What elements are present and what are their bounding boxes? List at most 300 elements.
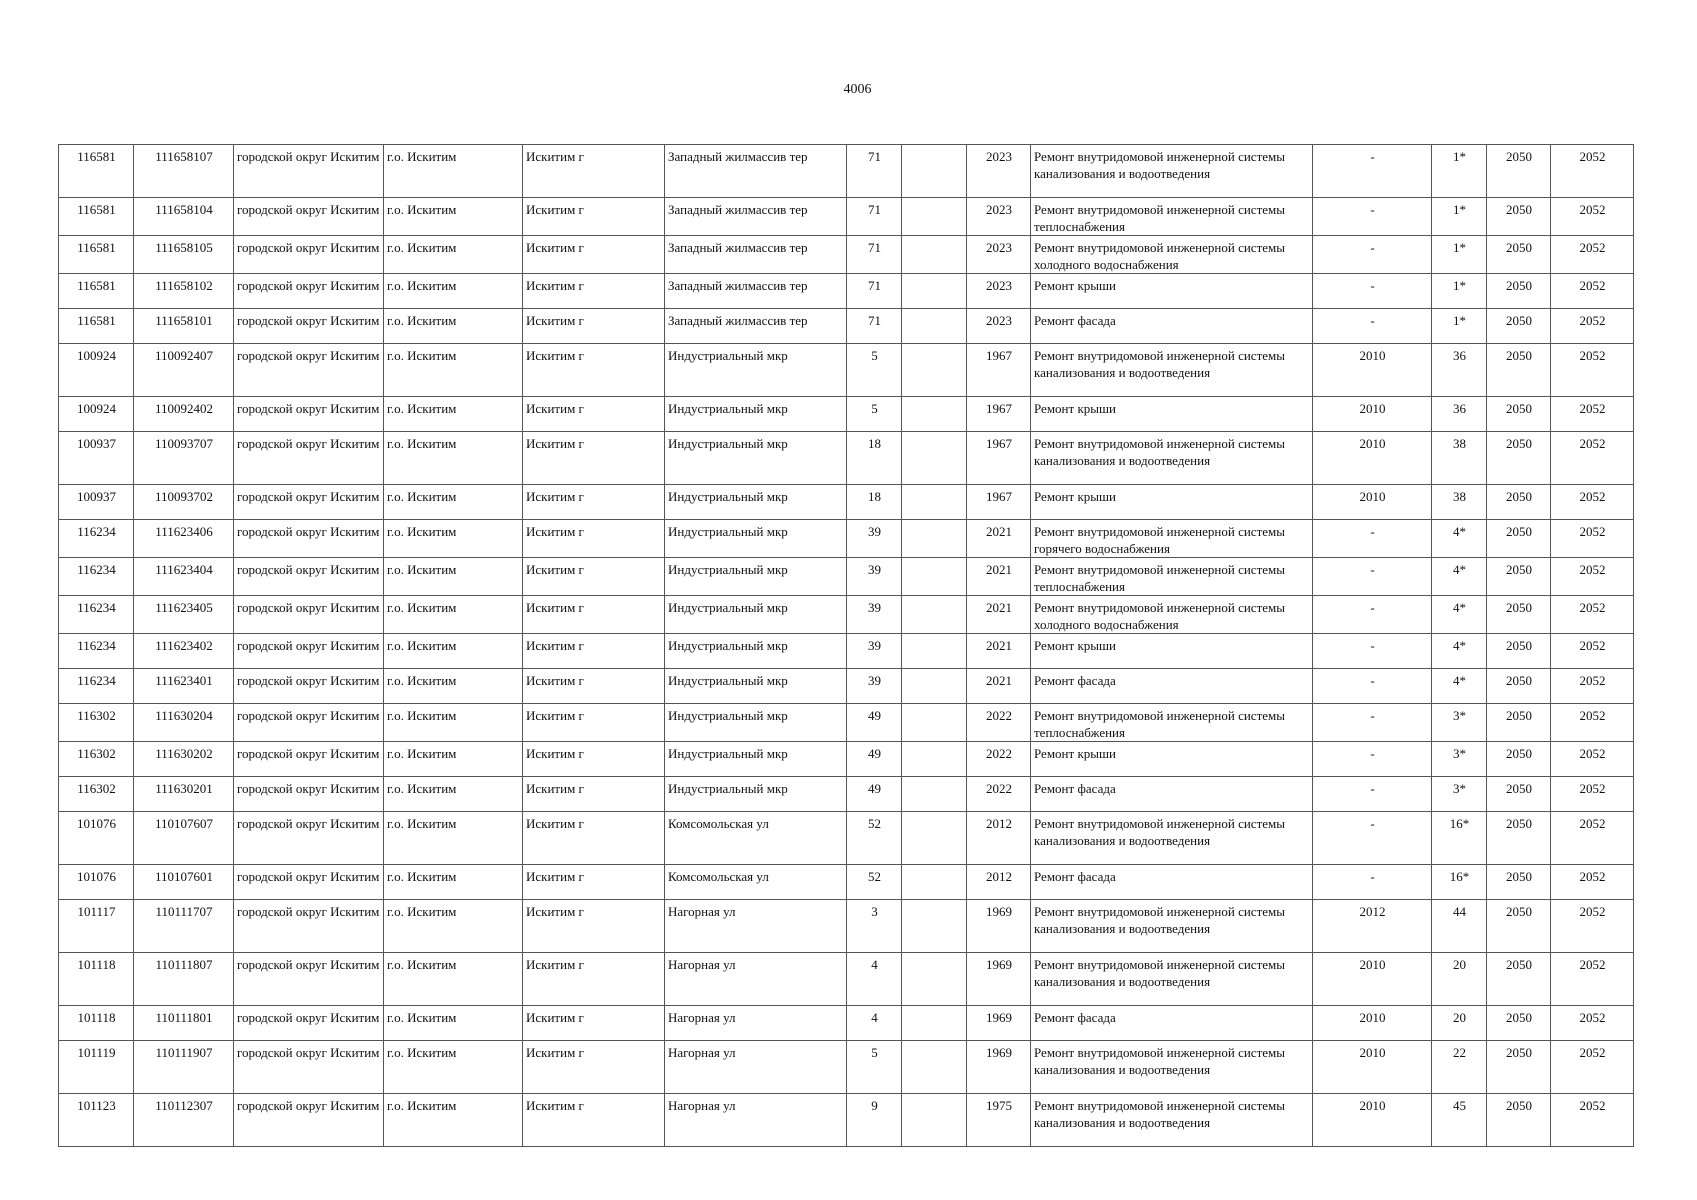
planned-start-year-cell: 2050 xyxy=(1487,1094,1551,1147)
element-code-cell: 110092407 xyxy=(134,344,234,397)
district-cell: городской округ Искитим xyxy=(234,485,384,520)
element-code-cell: 111658105 xyxy=(134,236,234,274)
house-number-cell: 5 xyxy=(847,397,902,432)
planned-start-year-cell: 2050 xyxy=(1487,558,1551,596)
wear-percent-cell: 22 xyxy=(1432,1041,1487,1094)
street-cell: Индустриальный мкр xyxy=(665,669,847,704)
last-repair-year-cell: 2010 xyxy=(1313,485,1432,520)
house-number-cell: 71 xyxy=(847,236,902,274)
planned-end-year-cell: 2052 xyxy=(1551,1006,1634,1041)
district-cell: городской округ Искитим xyxy=(234,865,384,900)
planned-end-year-cell: 2052 xyxy=(1551,777,1634,812)
work-type-cell: Ремонт внутридомовой инженерной системы теплоснабжения xyxy=(1031,198,1313,236)
wear-percent-cell: 44 xyxy=(1432,900,1487,953)
element-code-cell: 111658101 xyxy=(134,309,234,344)
district-cell: городской округ Искитим xyxy=(234,1041,384,1094)
wear-percent-cell: 1* xyxy=(1432,198,1487,236)
table-body xyxy=(59,145,1634,1147)
municipality-cell: г.о. Искитим xyxy=(384,742,523,777)
municipality-cell: г.о. Искитим xyxy=(384,669,523,704)
year-built-cell: 2023 xyxy=(967,236,1031,274)
municipality-cell: г.о. Искитим xyxy=(384,634,523,669)
wear-percent-cell: 16* xyxy=(1432,865,1487,900)
planned-end-year-cell: 2052 xyxy=(1551,236,1634,274)
settlement-cell: Искитим г xyxy=(523,742,665,777)
district-cell: городской округ Искитим xyxy=(234,704,384,742)
planned-start-year-cell: 2050 xyxy=(1487,236,1551,274)
street-cell: Индустриальный мкр xyxy=(665,596,847,634)
year-built-cell: 2022 xyxy=(967,777,1031,812)
table-row xyxy=(59,344,1634,397)
planned-end-year-cell: 2052 xyxy=(1551,953,1634,1006)
table-row xyxy=(59,865,1634,900)
municipality-cell: г.о. Искитим xyxy=(384,520,523,558)
district-cell: городской округ Искитим xyxy=(234,236,384,274)
district-cell: городской округ Искитим xyxy=(234,344,384,397)
last-repair-year-cell: 2010 xyxy=(1313,1041,1432,1094)
building-letter-cell xyxy=(902,812,967,865)
last-repair-year-cell: - xyxy=(1313,520,1432,558)
street-cell: Западный жилмассив тер xyxy=(665,309,847,344)
settlement-cell: Искитим г xyxy=(523,236,665,274)
planned-end-year-cell: 2052 xyxy=(1551,344,1634,397)
table-row xyxy=(59,704,1634,742)
wear-percent-cell: 4* xyxy=(1432,520,1487,558)
district-cell: городской округ Искитим xyxy=(234,198,384,236)
element-code-cell: 110111807 xyxy=(134,953,234,1006)
table-row xyxy=(59,274,1634,309)
last-repair-year-cell: - xyxy=(1313,558,1432,596)
element-code-cell: 111630201 xyxy=(134,777,234,812)
street-cell: Западный жилмассив тер xyxy=(665,236,847,274)
house-id-cell: 116302 xyxy=(59,704,134,742)
building-letter-cell xyxy=(902,742,967,777)
street-cell: Индустриальный мкр xyxy=(665,397,847,432)
planned-end-year-cell: 2052 xyxy=(1551,596,1634,634)
district-cell: городской округ Искитим xyxy=(234,812,384,865)
planned-start-year-cell: 2050 xyxy=(1487,432,1551,485)
last-repair-year-cell: 2010 xyxy=(1313,953,1432,1006)
work-type-cell: Ремонт внутридомовой инженерной системы канализования и водоотведения xyxy=(1031,145,1313,198)
house-number-cell: 4 xyxy=(847,953,902,1006)
year-built-cell: 2021 xyxy=(967,558,1031,596)
planned-end-year-cell: 2052 xyxy=(1551,485,1634,520)
planned-start-year-cell: 2050 xyxy=(1487,596,1551,634)
district-cell: городской округ Искитим xyxy=(234,274,384,309)
planned-start-year-cell: 2050 xyxy=(1487,1006,1551,1041)
municipality-cell: г.о. Искитим xyxy=(384,198,523,236)
last-repair-year-cell: - xyxy=(1313,777,1432,812)
house-number-cell: 52 xyxy=(847,865,902,900)
district-cell: городской округ Искитим xyxy=(234,777,384,812)
house-id-cell: 116234 xyxy=(59,669,134,704)
house-id-cell: 116234 xyxy=(59,634,134,669)
building-letter-cell xyxy=(902,1006,967,1041)
planned-start-year-cell: 2050 xyxy=(1487,634,1551,669)
last-repair-year-cell: 2010 xyxy=(1313,344,1432,397)
last-repair-year-cell: - xyxy=(1313,669,1432,704)
house-number-cell: 18 xyxy=(847,432,902,485)
settlement-cell: Искитим г xyxy=(523,397,665,432)
work-type-cell: Ремонт внутридомовой инженерной системы канализования и водоотведения xyxy=(1031,432,1313,485)
municipality-cell: г.о. Искитим xyxy=(384,704,523,742)
table-row xyxy=(59,520,1634,558)
table-row xyxy=(59,236,1634,274)
year-built-cell: 2023 xyxy=(967,198,1031,236)
last-repair-year-cell: - xyxy=(1313,274,1432,309)
district-cell: городской округ Искитим xyxy=(234,953,384,1006)
house-id-cell: 100924 xyxy=(59,397,134,432)
planned-start-year-cell: 2050 xyxy=(1487,520,1551,558)
planned-end-year-cell: 2052 xyxy=(1551,558,1634,596)
planned-end-year-cell: 2052 xyxy=(1551,634,1634,669)
year-built-cell: 1969 xyxy=(967,1006,1031,1041)
table-row xyxy=(59,309,1634,344)
planned-end-year-cell: 2052 xyxy=(1551,742,1634,777)
house-id-cell: 116581 xyxy=(59,198,134,236)
house-number-cell: 3 xyxy=(847,900,902,953)
last-repair-year-cell: - xyxy=(1313,596,1432,634)
last-repair-year-cell: - xyxy=(1313,309,1432,344)
wear-percent-cell: 3* xyxy=(1432,704,1487,742)
district-cell: городской округ Искитим xyxy=(234,520,384,558)
municipality-cell: г.о. Искитим xyxy=(384,1006,523,1041)
wear-percent-cell: 4* xyxy=(1432,558,1487,596)
table-row xyxy=(59,1006,1634,1041)
element-code-cell: 111630202 xyxy=(134,742,234,777)
district-cell: городской округ Искитим xyxy=(234,558,384,596)
building-letter-cell xyxy=(902,198,967,236)
municipality-cell: г.о. Искитим xyxy=(384,953,523,1006)
year-built-cell: 2021 xyxy=(967,634,1031,669)
last-repair-year-cell: - xyxy=(1313,865,1432,900)
wear-percent-cell: 36 xyxy=(1432,344,1487,397)
municipality-cell: г.о. Искитим xyxy=(384,145,523,198)
year-built-cell: 1967 xyxy=(967,485,1031,520)
street-cell: Нагорная ул xyxy=(665,1094,847,1147)
wear-percent-cell: 4* xyxy=(1432,669,1487,704)
planned-end-year-cell: 2052 xyxy=(1551,704,1634,742)
table-row xyxy=(59,485,1634,520)
last-repair-year-cell: 2012 xyxy=(1313,900,1432,953)
work-type-cell: Ремонт внутридомовой инженерной системы канализования и водоотведения xyxy=(1031,1041,1313,1094)
house-number-cell: 52 xyxy=(847,812,902,865)
house-number-cell: 49 xyxy=(847,704,902,742)
wear-percent-cell: 4* xyxy=(1432,634,1487,669)
house-id-cell: 116302 xyxy=(59,777,134,812)
table-row xyxy=(59,596,1634,634)
work-type-cell: Ремонт внутридомовой инженерной системы теплоснабжения xyxy=(1031,704,1313,742)
district-cell: городской округ Искитим xyxy=(234,397,384,432)
house-number-cell: 71 xyxy=(847,198,902,236)
house-id-cell: 101119 xyxy=(59,1041,134,1094)
house-number-cell: 49 xyxy=(847,777,902,812)
building-letter-cell xyxy=(902,520,967,558)
district-cell: городской округ Искитим xyxy=(234,432,384,485)
year-built-cell: 2012 xyxy=(967,865,1031,900)
wear-percent-cell: 38 xyxy=(1432,485,1487,520)
wear-percent-cell: 16* xyxy=(1432,812,1487,865)
last-repair-year-cell: - xyxy=(1313,634,1432,669)
year-built-cell: 1969 xyxy=(967,900,1031,953)
wear-percent-cell: 38 xyxy=(1432,432,1487,485)
street-cell: Индустриальный мкр xyxy=(665,742,847,777)
work-type-cell: Ремонт крыши xyxy=(1031,397,1313,432)
last-repair-year-cell: - xyxy=(1313,742,1432,777)
street-cell: Индустриальный мкр xyxy=(665,520,847,558)
planned-end-year-cell: 2052 xyxy=(1551,865,1634,900)
year-built-cell: 1967 xyxy=(967,397,1031,432)
settlement-cell: Искитим г xyxy=(523,1006,665,1041)
house-number-cell: 39 xyxy=(847,558,902,596)
planned-end-year-cell: 2052 xyxy=(1551,397,1634,432)
building-letter-cell xyxy=(902,704,967,742)
street-cell: Индустриальный мкр xyxy=(665,704,847,742)
district-cell: городской округ Искитим xyxy=(234,634,384,669)
building-letter-cell xyxy=(902,344,967,397)
year-built-cell: 2022 xyxy=(967,742,1031,777)
element-code-cell: 110107601 xyxy=(134,865,234,900)
house-id-cell: 116234 xyxy=(59,520,134,558)
year-built-cell: 1969 xyxy=(967,953,1031,1006)
house-id-cell: 116581 xyxy=(59,309,134,344)
wear-percent-cell: 1* xyxy=(1432,236,1487,274)
planned-start-year-cell: 2050 xyxy=(1487,669,1551,704)
municipality-cell: г.о. Искитим xyxy=(384,1041,523,1094)
house-id-cell: 100937 xyxy=(59,432,134,485)
planned-end-year-cell: 2052 xyxy=(1551,274,1634,309)
street-cell: Индустриальный мкр xyxy=(665,558,847,596)
building-letter-cell xyxy=(902,596,967,634)
element-code-cell: 110111907 xyxy=(134,1041,234,1094)
building-letter-cell xyxy=(902,236,967,274)
settlement-cell: Искитим г xyxy=(523,309,665,344)
planned-end-year-cell: 2052 xyxy=(1551,900,1634,953)
year-built-cell: 2021 xyxy=(967,669,1031,704)
work-type-cell: Ремонт внутридомовой инженерной системы канализования и водоотведения xyxy=(1031,812,1313,865)
street-cell: Индустриальный мкр xyxy=(665,634,847,669)
house-number-cell: 39 xyxy=(847,596,902,634)
municipality-cell: г.о. Искитим xyxy=(384,236,523,274)
house-id-cell: 101117 xyxy=(59,900,134,953)
element-code-cell: 111630204 xyxy=(134,704,234,742)
street-cell: Западный жилмассив тер xyxy=(665,274,847,309)
element-code-cell: 111623401 xyxy=(134,669,234,704)
element-code-cell: 111658104 xyxy=(134,198,234,236)
wear-percent-cell: 20 xyxy=(1432,1006,1487,1041)
building-letter-cell xyxy=(902,309,967,344)
house-id-cell: 101123 xyxy=(59,1094,134,1147)
table-row xyxy=(59,198,1634,236)
table-row xyxy=(59,634,1634,669)
wear-percent-cell: 1* xyxy=(1432,309,1487,344)
planned-start-year-cell: 2050 xyxy=(1487,344,1551,397)
year-built-cell: 1975 xyxy=(967,1094,1031,1147)
planned-start-year-cell: 2050 xyxy=(1487,485,1551,520)
house-id-cell: 100937 xyxy=(59,485,134,520)
house-number-cell: 5 xyxy=(847,344,902,397)
municipality-cell: г.о. Искитим xyxy=(384,812,523,865)
settlement-cell: Искитим г xyxy=(523,485,665,520)
element-code-cell: 111623405 xyxy=(134,596,234,634)
last-repair-year-cell: - xyxy=(1313,812,1432,865)
wear-percent-cell: 45 xyxy=(1432,1094,1487,1147)
street-cell: Западный жилмассив тер xyxy=(665,145,847,198)
last-repair-year-cell: 2010 xyxy=(1313,1006,1432,1041)
house-number-cell: 4 xyxy=(847,1006,902,1041)
table-row xyxy=(59,953,1634,1006)
planned-start-year-cell: 2050 xyxy=(1487,777,1551,812)
wear-percent-cell: 1* xyxy=(1432,145,1487,198)
district-cell: городской округ Искитим xyxy=(234,596,384,634)
district-cell: городской округ Искитим xyxy=(234,900,384,953)
page-number: 4006 xyxy=(843,82,872,97)
settlement-cell: Искитим г xyxy=(523,558,665,596)
settlement-cell: Искитим г xyxy=(523,1041,665,1094)
year-built-cell: 2012 xyxy=(967,812,1031,865)
wear-percent-cell: 1* xyxy=(1432,274,1487,309)
work-type-cell: Ремонт внутридомовой инженерной системы холодного водоснабжения xyxy=(1031,236,1313,274)
planned-start-year-cell: 2050 xyxy=(1487,812,1551,865)
planned-start-year-cell: 2050 xyxy=(1487,145,1551,198)
planned-start-year-cell: 2050 xyxy=(1487,865,1551,900)
work-type-cell: Ремонт внутридомовой инженерной системы канализования и водоотведения xyxy=(1031,900,1313,953)
house-id-cell: 116581 xyxy=(59,274,134,309)
building-letter-cell xyxy=(902,900,967,953)
municipality-cell: г.о. Искитим xyxy=(384,432,523,485)
planned-end-year-cell: 2052 xyxy=(1551,145,1634,198)
wear-percent-cell: 20 xyxy=(1432,953,1487,1006)
table-row xyxy=(59,432,1634,485)
district-cell: городской округ Искитим xyxy=(234,742,384,777)
planned-start-year-cell: 2050 xyxy=(1487,397,1551,432)
work-type-cell: Ремонт внутридомовой инженерной системы канализования и водоотведения xyxy=(1031,1094,1313,1147)
municipality-cell: г.о. Искитим xyxy=(384,344,523,397)
building-letter-cell xyxy=(902,1094,967,1147)
planned-start-year-cell: 2050 xyxy=(1487,1041,1551,1094)
municipality-cell: г.о. Искитим xyxy=(384,558,523,596)
district-cell: городской округ Искитим xyxy=(234,669,384,704)
planned-start-year-cell: 2050 xyxy=(1487,900,1551,953)
street-cell: Западный жилмассив тер xyxy=(665,198,847,236)
planned-start-year-cell: 2050 xyxy=(1487,953,1551,1006)
element-code-cell: 110112307 xyxy=(134,1094,234,1147)
district-cell: городской округ Искитим xyxy=(234,1006,384,1041)
wear-percent-cell: 36 xyxy=(1432,397,1487,432)
house-id-cell: 116302 xyxy=(59,742,134,777)
municipality-cell: г.о. Искитим xyxy=(384,309,523,344)
settlement-cell: Искитим г xyxy=(523,812,665,865)
table-row xyxy=(59,1041,1634,1094)
municipality-cell: г.о. Искитим xyxy=(384,397,523,432)
street-cell: Нагорная ул xyxy=(665,953,847,1006)
building-letter-cell xyxy=(902,397,967,432)
work-type-cell: Ремонт внутридомовой инженерной системы канализования и водоотведения xyxy=(1031,953,1313,1006)
last-repair-year-cell: 2010 xyxy=(1313,397,1432,432)
last-repair-year-cell: - xyxy=(1313,145,1432,198)
element-code-cell: 110111707 xyxy=(134,900,234,953)
house-id-cell: 116581 xyxy=(59,236,134,274)
building-letter-cell xyxy=(902,274,967,309)
work-type-cell: Ремонт фасада xyxy=(1031,309,1313,344)
year-built-cell: 1969 xyxy=(967,1041,1031,1094)
table-row xyxy=(59,900,1634,953)
house-number-cell: 18 xyxy=(847,485,902,520)
table-row xyxy=(59,669,1634,704)
year-built-cell: 2023 xyxy=(967,274,1031,309)
settlement-cell: Искитим г xyxy=(523,520,665,558)
table-row xyxy=(59,1094,1634,1147)
building-letter-cell xyxy=(902,777,967,812)
work-type-cell: Ремонт фасада xyxy=(1031,777,1313,812)
last-repair-year-cell: - xyxy=(1313,198,1432,236)
last-repair-year-cell: 2010 xyxy=(1313,432,1432,485)
building-letter-cell xyxy=(902,634,967,669)
municipality-cell: г.о. Искитим xyxy=(384,1094,523,1147)
planned-end-year-cell: 2052 xyxy=(1551,520,1634,558)
street-cell: Нагорная ул xyxy=(665,900,847,953)
house-number-cell: 39 xyxy=(847,634,902,669)
table-row xyxy=(59,742,1634,777)
district-cell: городской округ Искитим xyxy=(234,309,384,344)
year-built-cell: 1967 xyxy=(967,344,1031,397)
building-letter-cell xyxy=(902,558,967,596)
work-type-cell: Ремонт крыши xyxy=(1031,742,1313,777)
house-id-cell: 116581 xyxy=(59,145,134,198)
year-built-cell: 2022 xyxy=(967,704,1031,742)
settlement-cell: Искитим г xyxy=(523,145,665,198)
wear-percent-cell: 4* xyxy=(1432,596,1487,634)
settlement-cell: Искитим г xyxy=(523,198,665,236)
municipality-cell: г.о. Искитим xyxy=(384,596,523,634)
settlement-cell: Искитим г xyxy=(523,432,665,485)
element-code-cell: 111623406 xyxy=(134,520,234,558)
settlement-cell: Искитим г xyxy=(523,777,665,812)
planned-end-year-cell: 2052 xyxy=(1551,1094,1634,1147)
table-row xyxy=(59,145,1634,198)
year-built-cell: 2021 xyxy=(967,520,1031,558)
house-id-cell: 116234 xyxy=(59,558,134,596)
house-number-cell: 49 xyxy=(847,742,902,777)
year-built-cell: 2021 xyxy=(967,596,1031,634)
last-repair-year-cell: 2010 xyxy=(1313,1094,1432,1147)
work-type-cell: Ремонт внутридомовой инженерной системы холодного водоснабжения xyxy=(1031,596,1313,634)
planned-start-year-cell: 2050 xyxy=(1487,704,1551,742)
planned-start-year-cell: 2050 xyxy=(1487,309,1551,344)
settlement-cell: Искитим г xyxy=(523,900,665,953)
district-cell: городской округ Искитим xyxy=(234,1094,384,1147)
work-type-cell: Ремонт фасада xyxy=(1031,1006,1313,1041)
house-id-cell: 101118 xyxy=(59,953,134,1006)
table-row xyxy=(59,777,1634,812)
work-type-cell: Ремонт фасада xyxy=(1031,865,1313,900)
settlement-cell: Искитим г xyxy=(523,953,665,1006)
work-type-cell: Ремонт внутридомовой инженерной системы теплоснабжения xyxy=(1031,558,1313,596)
repair-schedule-table xyxy=(58,144,1634,1147)
settlement-cell: Искитим г xyxy=(523,704,665,742)
planned-start-year-cell: 2050 xyxy=(1487,198,1551,236)
municipality-cell: г.о. Искитим xyxy=(384,485,523,520)
element-code-cell: 111658107 xyxy=(134,145,234,198)
house-number-cell: 39 xyxy=(847,520,902,558)
street-cell: Индустриальный мкр xyxy=(665,777,847,812)
table-row xyxy=(59,812,1634,865)
street-cell: Индустриальный мкр xyxy=(665,485,847,520)
last-repair-year-cell: - xyxy=(1313,704,1432,742)
planned-end-year-cell: 2052 xyxy=(1551,1041,1634,1094)
settlement-cell: Искитим г xyxy=(523,1094,665,1147)
year-built-cell: 2023 xyxy=(967,309,1031,344)
